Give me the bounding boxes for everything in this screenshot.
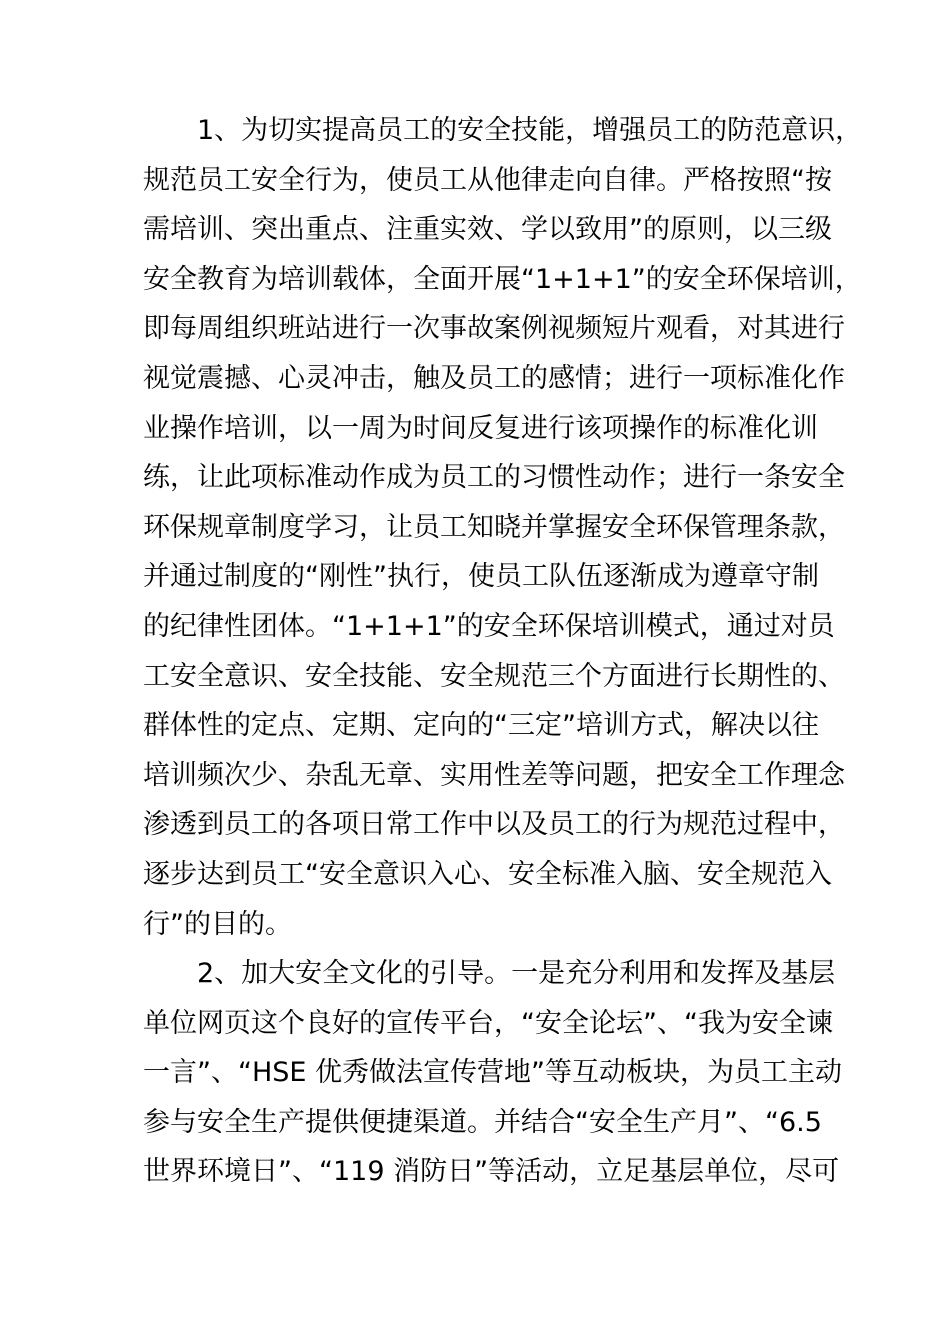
paragraph-2 [143, 949, 843, 1197]
text-line: 并通过制度的“刚性”执行，使员工队伍逐渐成为遵章守制 [143, 561, 819, 593]
text-line: 培训频次少、杂乱无章、实用性差等问题，把安全工作理念 [143, 759, 845, 791]
text-line: 视觉震撼、心灵冲击，触及员工的感情；进行一项标准化作 [143, 362, 845, 394]
text-line: 规范员工安全行为，使员工从他律走向自律。严格按照“按 [143, 164, 832, 196]
text-line: 逐步达到员工“安全意识入心、安全标准入脑、安全规范入 [143, 858, 832, 890]
text-line: 2、加大安全文化的引导。一是充分利用和发挥及基层 [197, 958, 836, 990]
text-line: 的纪律性团体。“1+1+1”的安全环保培训模式，通过对员 [143, 610, 835, 642]
text-line: 世界环境日”、“119 消防日”等活动，立足基层单位，尽可 [143, 1156, 840, 1188]
text-line: 工安全意识、安全技能、安全规范三个方面进行长期性的、 [143, 660, 845, 692]
text-line: 业操作培训，以一周为时间反复进行该项操作的标准化训 [143, 412, 818, 444]
paragraph-1 [143, 106, 863, 949]
text-line: 参与安全生产提供便捷渠道。并结合“安全生产月”、“6.5 [143, 1106, 822, 1138]
text-line: 即每周组织班站进行一次事故案例视频短片观看，对其进行 [143, 313, 845, 345]
document-body [143, 106, 863, 1197]
text-line: 安全教育为培训载体，全面开展“1+1+1”的安全环保培训， [143, 263, 862, 295]
text-line: 需培训、突出重点、注重实效、学以致用”的原则，以三级 [143, 214, 832, 246]
text-line: 1、为切实提高员工的安全技能，增强员工的防范意识， [197, 115, 863, 146]
text-line: 群体性的定点、定期、定向的“三定”培训方式，解决以往 [143, 710, 819, 742]
text-line: 练，让此项标准动作成为员工的习惯性动作；进行一条安全 [143, 462, 845, 494]
text-line: 一言”、“HSE 优秀做法宣传营地”等互动板块，为员工主动 [143, 1057, 843, 1089]
text-line: 单位网页这个良好的宣传平台，“安全论坛”、“我为安全谏 [143, 1007, 833, 1039]
text-line: 渗透到员工的各项日常工作中以及员工的行为规范过程中， [143, 809, 845, 841]
text-line: 行”的目的。 [143, 908, 292, 940]
text-line: 环保规章制度学习，让员工知晓并掌握安全环保管理条款， [143, 511, 845, 543]
